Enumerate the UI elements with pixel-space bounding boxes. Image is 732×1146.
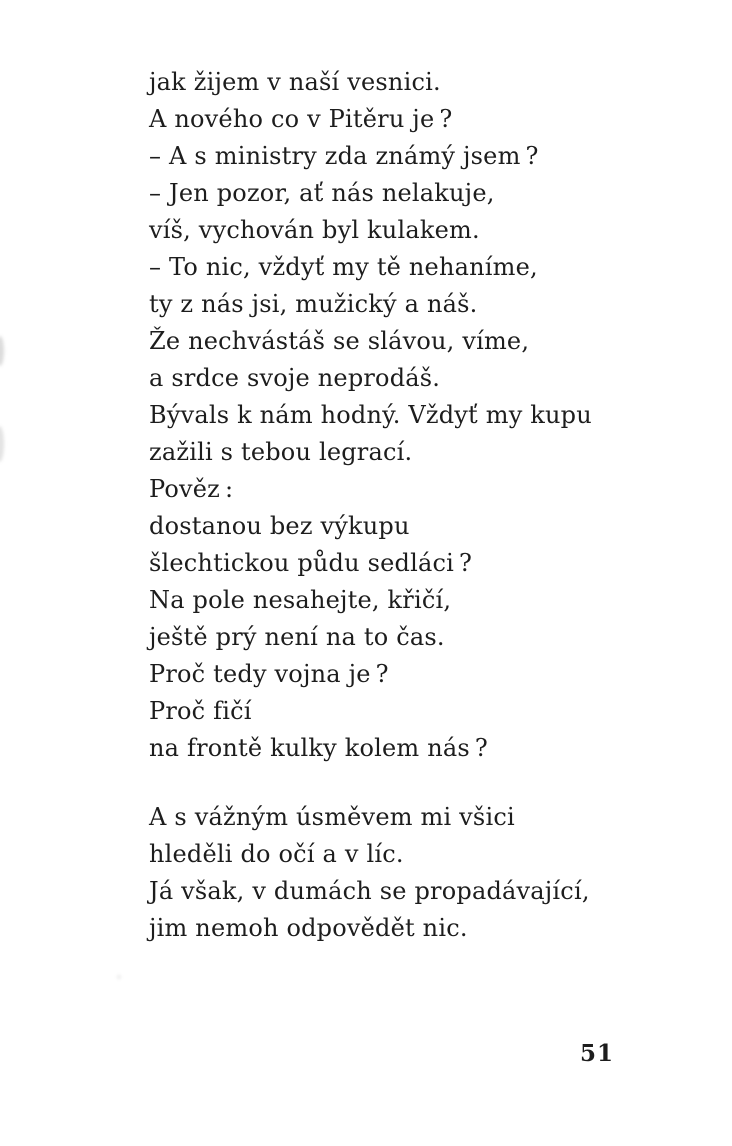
scan-artifact (0, 426, 4, 462)
poem-line: Že nechvástáš se slávou, víme, (149, 327, 530, 355)
poem-line: A s vážným úsměvem mi všici (149, 803, 515, 831)
poem-line: ještě prý není na to čas. (149, 623, 445, 651)
poem-line: – Jen pozor, ať nás nelakuje, (149, 179, 495, 207)
poem-line: jim nemoh odpovědět nic. (149, 914, 468, 942)
poem-line: hleděli do očí a v líc. (149, 840, 404, 868)
poem-text (149, 64, 592, 947)
poem-line: a srdce svoje neprodáš. (149, 364, 441, 392)
poem-line: jak žijem v naší vesnici. (149, 68, 441, 96)
poem-line: Pověz : (149, 475, 234, 503)
poem-line: – To nic, vždyť my tě nehaníme, (149, 253, 538, 281)
poem-line: na frontě kulky kolem nás ? (149, 734, 488, 762)
poem-line: zažili s tebou legrací. (149, 438, 413, 466)
stanza (149, 799, 592, 947)
poem-line: dostanou bez výkupu (149, 512, 410, 540)
scan-artifact (0, 336, 4, 366)
poem-line: šlechtickou půdu sedláci ? (149, 549, 473, 577)
poem-line: Proč tedy vojna je ? (149, 660, 389, 688)
scan-artifact (117, 975, 121, 979)
stanza (149, 64, 592, 767)
poem-line: Proč fičí (149, 697, 252, 725)
poem-line: Bývals k nám hodný. Vždyť my kupu (149, 401, 592, 429)
poem-line: Na pole nesahejte, křičí, (149, 586, 452, 614)
poem-line: A nového co v Pitěru je ? (149, 105, 453, 133)
poem-line: Já však, v dumách se propadávající, (149, 877, 590, 905)
page-number: 51 (580, 1040, 615, 1067)
poem-line: ty z nás jsi, mužický a náš. (149, 290, 478, 318)
poem-line: víš, vychován byl kulakem. (149, 216, 480, 244)
poem-line: – A s ministry zda známý jsem ? (149, 142, 539, 170)
